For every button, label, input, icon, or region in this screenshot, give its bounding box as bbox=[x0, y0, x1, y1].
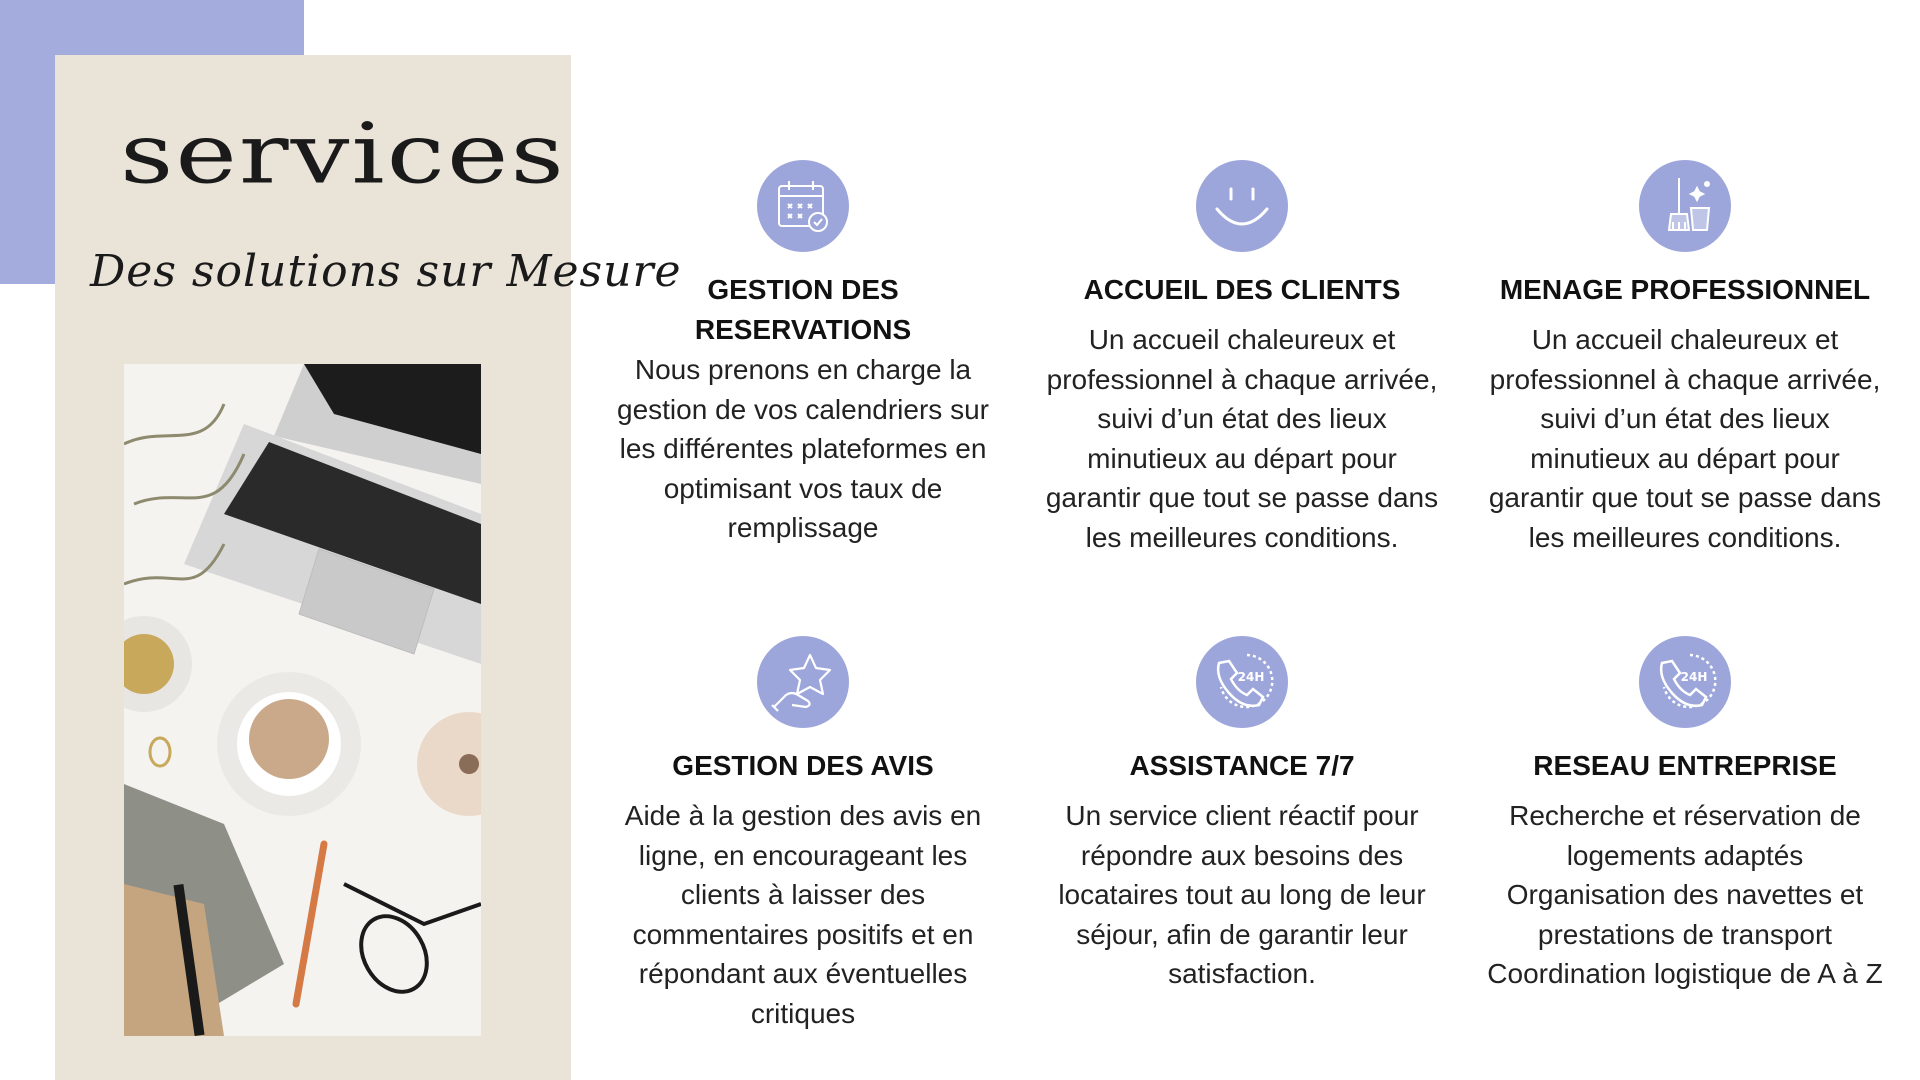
phone-24h-icon bbox=[1639, 636, 1731, 728]
service-description: Un accueil chaleureux et professionnel à chaque arrivée, suivi d’un état des lieux minutieux au départ pour garantir que tout se passe dans les meilleures conditions. bbox=[1488, 324, 1882, 553]
service-card-accueil bbox=[1042, 160, 1442, 557]
service-card-menage bbox=[1485, 160, 1885, 557]
smiley-icon bbox=[1196, 160, 1288, 252]
service-title: ACCUEIL DES CLIENTS bbox=[1083, 274, 1401, 305]
calendar-icon bbox=[757, 160, 849, 252]
cleaning-icon bbox=[1639, 160, 1731, 252]
service-description: Recherche et réservation de logements adaptés Organisation des navettes et prestations de transport Coordination logistique de A à Z bbox=[1487, 800, 1883, 989]
icon-24h-label: 24H bbox=[1680, 670, 1708, 684]
service-description: Aide à la gestion des avis en ligne, en encourageant les clients à laisser des commentaires positifs et en répondant aux éventuelles critiques bbox=[624, 800, 982, 1029]
page-subtitle: Des solutions sur Mesure bbox=[90, 246, 682, 297]
service-title: RESEAU ENTREPRISE bbox=[1533, 750, 1837, 781]
service-title: ASSISTANCE 7/7 bbox=[1129, 750, 1355, 781]
star-review-icon bbox=[757, 636, 849, 728]
service-card-avis bbox=[603, 636, 1003, 1033]
service-description: Un service client réactif pour répondre aux besoins des locataires tout au long de leur séjour, afin de garantir leur satisfaction. bbox=[1058, 800, 1426, 989]
service-card-reservations bbox=[603, 160, 1003, 548]
service-description: Un accueil chaleureux et professionnel à chaque arrivée, suivi d’un état des lieux minutieux au départ pour garantir que tout se passe dans les meilleures conditions. bbox=[1045, 324, 1439, 553]
service-description: Nous prenons en charge la gestion de vos calendriers sur les différentes plateformes en optimisant vos taux de remplissage bbox=[617, 354, 989, 543]
service-title: MENAGE PROFESSIONNEL bbox=[1499, 274, 1871, 305]
service-title: GESTION DES RESERVATIONS bbox=[694, 274, 912, 345]
desk-photo bbox=[124, 364, 481, 1036]
page-title: services bbox=[120, 104, 566, 203]
service-card-reseau bbox=[1485, 636, 1885, 994]
icon-24h-label: 24H bbox=[1237, 670, 1265, 684]
phone-24h-icon bbox=[1196, 636, 1288, 728]
service-card-assistance bbox=[1042, 636, 1442, 994]
service-title: GESTION DES AVIS bbox=[672, 750, 934, 781]
